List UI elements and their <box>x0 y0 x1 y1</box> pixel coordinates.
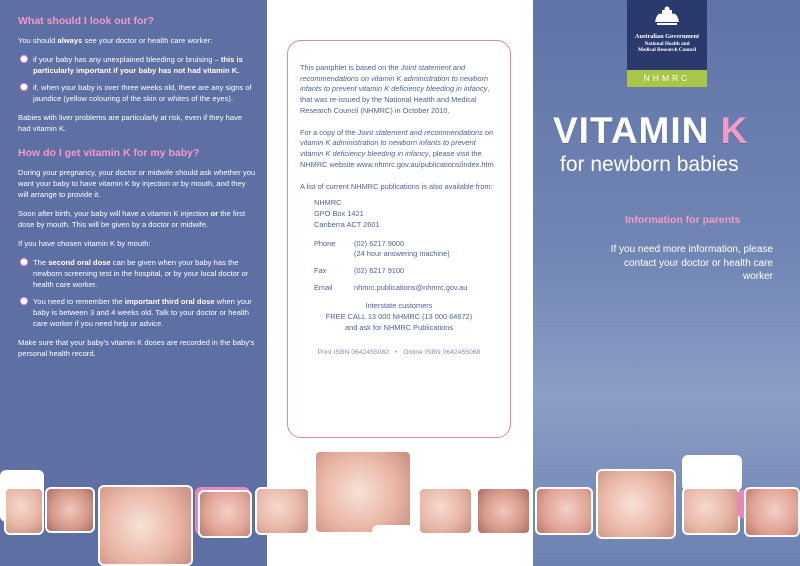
mouth-list <box>18 257 256 329</box>
gov-name: Australian Government <box>634 33 700 40</box>
isbn-print: Print ISBN 0642455082 <box>317 348 390 356</box>
publications-text: A list of current NHMRC publications is also available from: <box>300 181 493 191</box>
pregnancy-text: During your pregnancy, your doctor or midwife should ask whether you want your baby to have vitamin K by injection or by mouth, and they will arrange to provide it. <box>18 168 256 200</box>
left-content <box>18 14 256 367</box>
baby-photo <box>314 450 412 534</box>
record-text: Make sure that your baby's vitamin K doses are recorded in the baby's personal health record. <box>18 338 255 359</box>
copy-text: For a copy of the Joint statement and recommendations on vitamin K administration to newborn infants to prevent vitamin K deficiency bleeding in infancy, please visit the NHMRC website www.nhmrc.gov.au/publications/index.htm <box>300 127 494 169</box>
list-item: The second oral dose can be given when your baby has the newborn screening test in the hospital, or by your local doctor or health care worker. <box>18 257 256 290</box>
phone-note: (24 hour answering machine) <box>354 249 450 259</box>
baby-photo <box>418 487 473 535</box>
page-title: VITAMIN K <box>553 110 749 151</box>
baby-photo <box>682 487 740 535</box>
list-item: if your baby has any unexplained bleeding or bruising – this is particularly important if your baby has not had vitamin K. <box>18 54 256 76</box>
baby-photo <box>198 490 252 538</box>
interstate-block <box>300 301 498 333</box>
baby-photo <box>98 485 193 566</box>
baby-photo <box>596 469 676 539</box>
gov-line: Medical Research Council <box>637 46 697 53</box>
bullet-icon <box>20 297 28 305</box>
birth-text: Soon after birth, your baby will have a vitamin K injection or the first dose by mouth. This will be given by a doctor or midwife. <box>18 209 246 230</box>
gov-text <box>627 33 707 53</box>
info-heading: Information for parents <box>625 214 741 226</box>
nhmrc-bar: NHMRC <box>627 70 707 87</box>
baby-photo <box>4 487 44 535</box>
email-value[interactable]: nhmrc.publications@nhmrc.gov.au <box>354 282 468 292</box>
pamphlet-basis-text: This pamphlet is based on the Joint statement and recommendations on vitamin K administration to newborn infants to prevent vitamin K deficiency bleeding in infancy, that was re-issued by the National Health and Medical Research Council (NHMRC) in October 2010. <box>300 63 490 115</box>
email-label: Email <box>314 282 333 292</box>
interstate-line: and ask for NHMRC Publications <box>344 322 454 332</box>
list-item: if, when your baby is over three weeks old, there are any signs of jaundice (yellow colouring of the skin or whites of the eyes). <box>18 82 256 104</box>
subtitle: for newborn babies <box>560 153 739 176</box>
mouth-text: If you have chosen vitamin K by mouth: <box>18 239 151 249</box>
isbn-separator: • <box>394 348 398 356</box>
intro-text: You should always see your doctor or health care worker: <box>18 36 213 46</box>
heading-look-out: What should I look out for? <box>18 15 154 27</box>
address-line: NHMRC <box>314 198 342 208</box>
baby-photo <box>45 487 95 533</box>
fax-label: Fax <box>314 266 327 276</box>
baby-photo <box>535 487 593 535</box>
lookout-list <box>18 54 256 104</box>
baby-photo <box>744 487 800 537</box>
bullet-icon <box>20 258 28 266</box>
government-logo <box>627 0 707 70</box>
heading-how-get: How do I get vitamin K for my baby? <box>18 147 200 160</box>
phone-row <box>314 239 498 260</box>
address-line: GPO Box 1421 <box>314 209 364 219</box>
photo-strip <box>0 445 800 566</box>
isbn-line <box>300 348 498 358</box>
email-row <box>314 283 498 294</box>
interstate-line: Interstate customers <box>365 301 433 311</box>
coat-of-arms-icon <box>653 6 681 28</box>
fax-value: (02) 6217 9100 <box>354 266 405 276</box>
white-tile <box>682 455 742 491</box>
info-box <box>287 40 511 438</box>
fax-row <box>314 266 498 277</box>
bullet-icon <box>20 83 28 91</box>
address-block <box>314 198 498 293</box>
interstate-line: FREE CALL 13 000 NHMRC (13 000 64672) <box>325 312 473 322</box>
isbn-online: Online ISBN 0642455068 <box>403 348 481 356</box>
address-line: Canberra ACT 2601 <box>314 219 380 229</box>
contact-text: If you need more information, please contact your doctor or health care worker <box>610 244 773 282</box>
bullet-icon <box>20 55 28 63</box>
gov-line: National Health and <box>644 40 690 47</box>
phone-value: (02) 6217 9000 <box>354 238 405 248</box>
baby-photo <box>476 487 531 535</box>
list-item: You need to remember the important third oral dose when your baby is between 3 and 4 weeks old. Talk to your doctor or health care worker if you need help or advice. <box>18 296 256 329</box>
phone-label: Phone <box>314 238 336 248</box>
baby-photo <box>255 487 310 535</box>
liver-text: Babies with liver problems are particularly at risk, even if they have had vitamin K. <box>18 113 243 134</box>
